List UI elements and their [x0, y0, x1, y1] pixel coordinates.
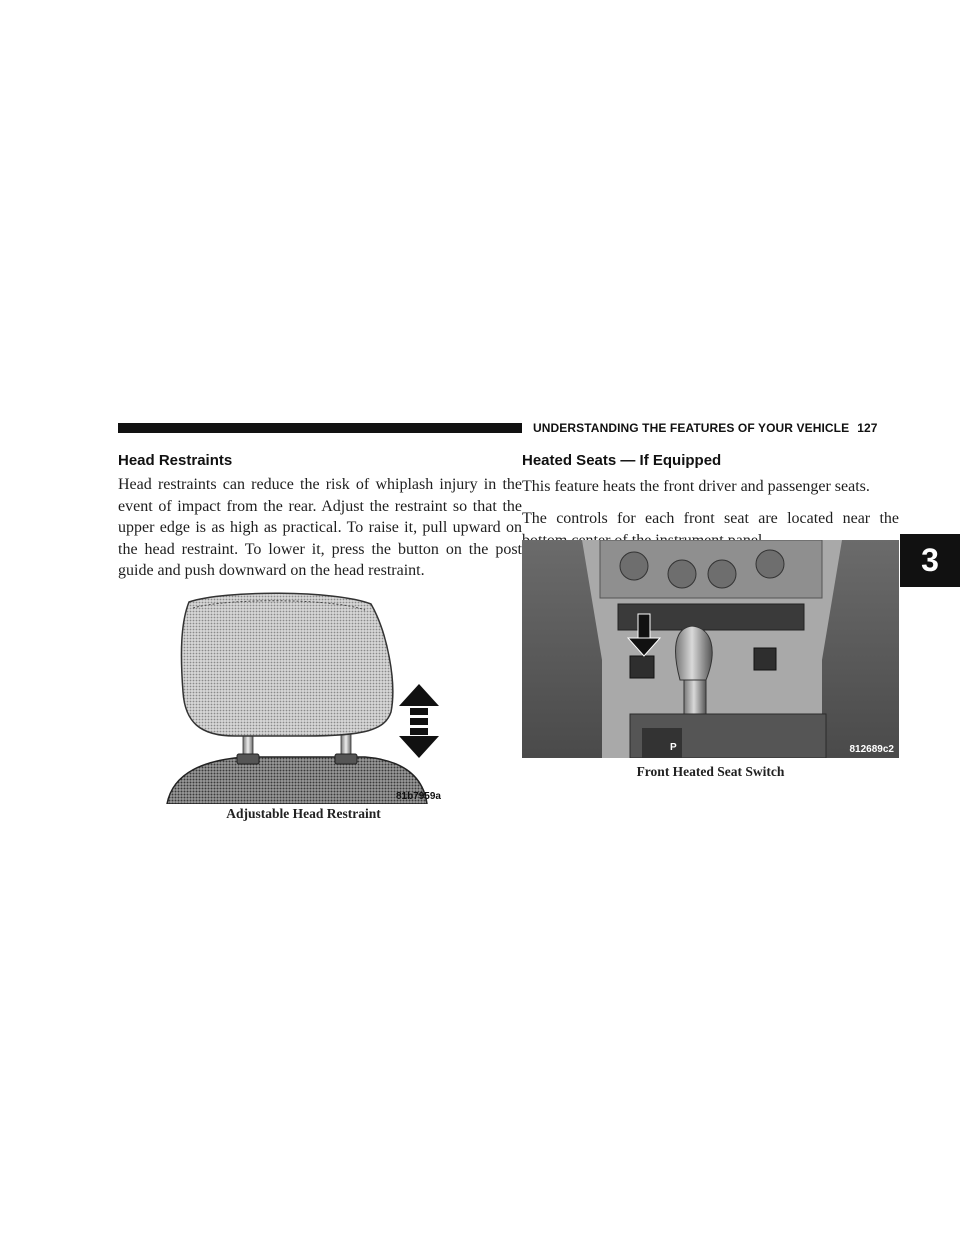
running-header: [533, 420, 878, 436]
header-rule: [118, 423, 522, 433]
figure-code: 81b7959a: [395, 791, 441, 802]
section-title: UNDERSTANDING THE FEATURES OF YOUR VEHICLE: [533, 421, 850, 435]
head-restraint-figure: [165, 592, 442, 804]
heated-seats-paragraph-2: The controls for each front seat are located near the: [522, 510, 899, 527]
seat-back: [167, 757, 427, 804]
figure-code: 812689c2: [849, 744, 894, 755]
up-down-arrow-icon: [399, 684, 439, 758]
heated-seats-paragraph-1: This feature heats the front driver and passenger seats.: [522, 478, 870, 495]
chapter-tab: 3: [900, 534, 960, 587]
post-guide-left: [237, 754, 259, 764]
gear-label: P: [670, 742, 677, 753]
page-number: 127: [857, 421, 878, 435]
head-restraints-paragraph: Head restraints can reduce the risk of whiplash injury in the event of impact from the rear. Adjust the restraint so that the upper edge is as high as practical. To raise it, pull upward on the head restraint. To lower it, press the button on the post guide and push downward on the head restraint.: [118, 476, 522, 579]
post-guide-right: [335, 754, 357, 764]
heated-seat-switch-left: [630, 656, 654, 678]
figure-caption: Front Heated Seat Switch: [636, 764, 785, 779]
headrest: [181, 593, 392, 736]
figure-caption: Adjustable Head Restraint: [226, 806, 381, 821]
heading-head-restraints: Head Restraints: [118, 452, 233, 469]
heated-seat-switch-right: [754, 648, 776, 670]
heading-heated-seats: Heated Seats — If Equipped: [522, 452, 722, 469]
heated-seat-switch-figure: [522, 540, 899, 758]
